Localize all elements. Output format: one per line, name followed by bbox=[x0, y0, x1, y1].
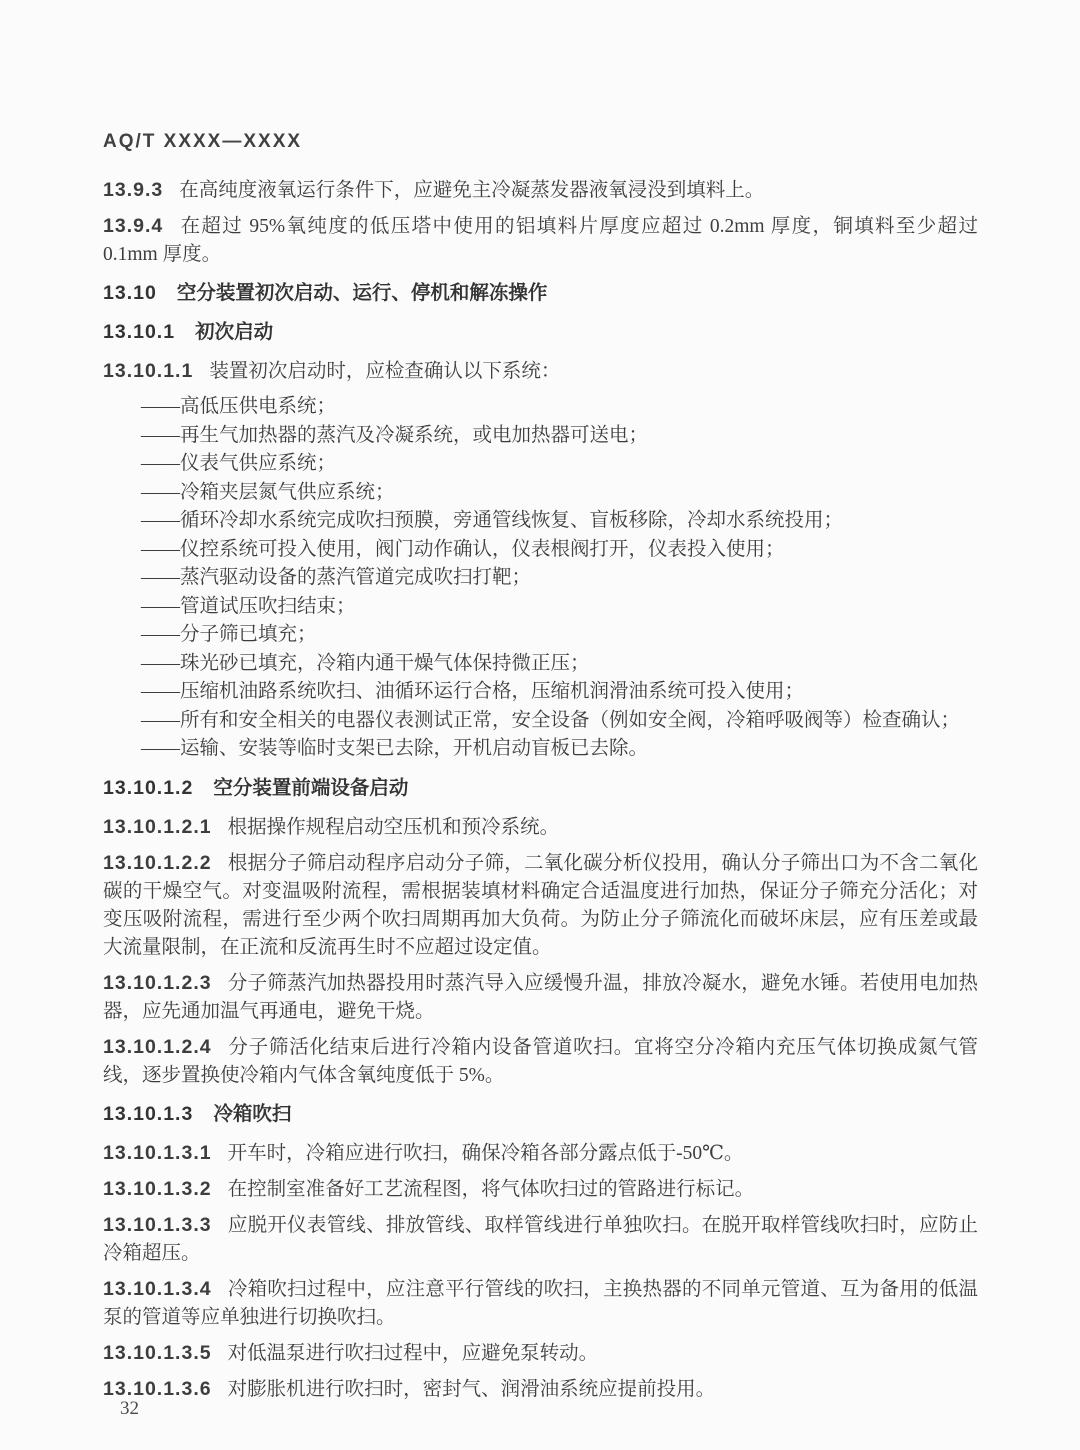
clause-number: 13.10.1.2.1 bbox=[103, 815, 212, 838]
page-number: 32 bbox=[120, 1398, 139, 1419]
dash-list-item bbox=[103, 393, 978, 422]
clause-number: 13.10.1.3.6 bbox=[103, 1377, 212, 1400]
dash-list-item bbox=[103, 678, 978, 707]
dash-list-item bbox=[103, 735, 978, 764]
clause-text: 冷箱吹扫过程中，应注意平行管线的吹扫，主换热器的不同单元管道、互为备用的低温泵的管道等应单独进行切换吹扫。 bbox=[103, 1278, 978, 1328]
clause-paragraph bbox=[103, 1275, 978, 1332]
clause-text: 空分装置初次启动、运行、停机和解冻操作 bbox=[176, 283, 548, 304]
clause-text: ——管道试压吹扫结束； bbox=[141, 595, 356, 617]
clause-paragraph bbox=[103, 212, 978, 269]
clause-text: ——珠光砂已填充，冷箱内通干燥气体保持微正压； bbox=[141, 652, 590, 674]
clause-text: ——分子筛已填充； bbox=[141, 624, 317, 645]
clause-paragraph bbox=[103, 1033, 978, 1090]
dash-list-item bbox=[103, 507, 978, 536]
clause-number: 13.10.1.2.4 bbox=[103, 1035, 212, 1058]
clause-number: 13.10.1.3.1 bbox=[103, 1141, 212, 1164]
clause-heading bbox=[103, 318, 978, 347]
clause-number: 13.10.1.3.3 bbox=[103, 1213, 212, 1236]
dash-list-item bbox=[103, 536, 978, 565]
clause-text: 空分装置前端设备启动 bbox=[213, 777, 409, 799]
clause-paragraph bbox=[103, 813, 978, 842]
clause-number: 13.10.1.1 bbox=[103, 360, 194, 382]
clause-text: ——冷箱夹层氮气供应系统； bbox=[141, 481, 395, 503]
clause-heading bbox=[103, 279, 978, 308]
clause-number: 13.10.1 bbox=[103, 321, 176, 343]
clause-text: 根据分子筛启动程序启动分子筛，二氧化碳分析仪投用，确认分子筛出口为不含二氧化碳的干燥空气。对变温吸附流程，需根据装填材料确定合适温度进行加热，保证分子筛充分活化；对变压吸附流程，需进行至少两个吹扫周期再加大负荷。为防止分子筛流化而破坏床层，应有压差或最大流量限制，在正流和反流再生时不应超过设定值。 bbox=[103, 852, 978, 958]
clause-text: 分子筛活化结束后进行冷箱内设备管道吹扫。宜将空分冷箱内充压气体切换成氮气管线，逐步置换使冷箱内气体含氧纯度低于 5%。 bbox=[103, 1036, 978, 1086]
clause-text: ——仪控系统可投入使用，阀门动作确认，仪表根阀打开，仪表投入使用； bbox=[141, 538, 785, 560]
clause-number: 13.10 bbox=[103, 282, 157, 304]
clause-paragraph bbox=[103, 1175, 978, 1204]
clause-paragraph bbox=[103, 176, 978, 205]
clause-text: 应脱开仪表管线、排放管线、取样管线进行单独吹扫。在脱开取样管线吹扫时，应防止冷箱超压。 bbox=[103, 1214, 978, 1264]
clause-text: 开车时，冷箱应进行吹扫，确保冷箱各部分露点低于-50℃。 bbox=[227, 1142, 744, 1164]
dash-list-item bbox=[103, 422, 978, 451]
dash-list-item bbox=[103, 593, 978, 622]
dash-list-item bbox=[103, 650, 978, 679]
clause-text: ——高低压供电系统； bbox=[141, 396, 337, 417]
clause-paragraph bbox=[103, 1211, 978, 1268]
clause-text: ——所有和安全相关的电器仪表测试正常，安全设备（例如安全阀，冷箱呼吸阀等）检查确认； bbox=[141, 709, 961, 731]
clause-text: 分子筛蒸汽加热器投用时蒸汽导入应缓慢升温，排放冷凝水，避免水锤。若使用电加热器，应先通加温气再通电，避免干烧。 bbox=[103, 972, 978, 1022]
dash-list-item bbox=[103, 450, 978, 479]
dash-list-item bbox=[103, 707, 978, 736]
clause-text: ——蒸汽驱动设备的蒸汽管道完成吹扫打靶； bbox=[141, 567, 532, 588]
dash-list-item bbox=[103, 621, 978, 650]
clause-paragraph bbox=[103, 1375, 978, 1404]
clause-number: 13.10.1.3 bbox=[103, 1102, 194, 1125]
clause-number: 13.10.1.2 bbox=[103, 776, 194, 799]
clause-number: 13.10.1.3.2 bbox=[103, 1177, 212, 1200]
clause-text: ——压缩机油路系统吹扫、油循环运行合格，压缩机润滑油系统可投入使用； bbox=[141, 681, 805, 702]
clause-text: 在控制室准备好工艺流程图，将气体吹扫过的管路进行标记。 bbox=[227, 1178, 755, 1200]
clause-paragraph bbox=[103, 357, 978, 386]
clause-text: ——运输、安装等临时支架已去除，开机启动盲板已去除。 bbox=[141, 738, 649, 759]
clause-text: 对低温泵进行吹扫过程中，应避免泵转动。 bbox=[227, 1342, 599, 1364]
running-header-doc-code: AQ/T XXXX—XXXX bbox=[103, 131, 303, 152]
clause-heading bbox=[103, 774, 978, 803]
clause-number: 13.9.4 bbox=[103, 215, 164, 237]
clause-text: 冷箱吹扫 bbox=[213, 1103, 292, 1125]
clause-paragraph bbox=[103, 849, 978, 962]
dash-list-item bbox=[103, 479, 978, 508]
clause-number: 13.10.1.2.3 bbox=[103, 971, 212, 994]
clause-number: 13.10.1.2.2 bbox=[103, 851, 212, 874]
clause-number: 13.9.3 bbox=[103, 179, 164, 201]
clause-text: ——再生气加热器的蒸汽及冷凝系统，或电加热器可送电； bbox=[141, 424, 649, 446]
clause-text: 在高纯度液氧运行条件下，应避免主冷凝蒸发器液氧浸没到填料上。 bbox=[179, 180, 765, 201]
clause-heading bbox=[103, 1100, 978, 1129]
document-body bbox=[103, 169, 978, 1411]
clause-text: 装置初次启动时，应检查确认以下系统： bbox=[209, 361, 561, 382]
clause-number: 13.10.1.3.4 bbox=[103, 1277, 212, 1300]
clause-number: 13.10.1.3.5 bbox=[103, 1341, 212, 1364]
clause-text: ——循环冷却水系统完成吹扫预膜，旁通管线恢复、盲板移除，冷却水系统投用； bbox=[141, 510, 844, 531]
clause-text: 在超过 95%氧纯度的低压塔中使用的铝填料片厚度应超过 0.2mm 厚度，铜填料至少超过 0.1mm 厚度。 bbox=[103, 216, 978, 265]
dash-list-item bbox=[103, 564, 978, 593]
clause-text: 对膨胀机进行吹扫时，密封气、润滑油系统应提前投用。 bbox=[227, 1378, 716, 1400]
clause-text: 初次启动 bbox=[195, 322, 274, 343]
clause-text: ——仪表气供应系统； bbox=[141, 453, 337, 474]
clause-text: 根据操作规程启动空压机和预冷系统。 bbox=[227, 816, 560, 838]
clause-paragraph bbox=[103, 1139, 978, 1168]
clause-paragraph bbox=[103, 1339, 978, 1368]
clause-paragraph bbox=[103, 969, 978, 1026]
